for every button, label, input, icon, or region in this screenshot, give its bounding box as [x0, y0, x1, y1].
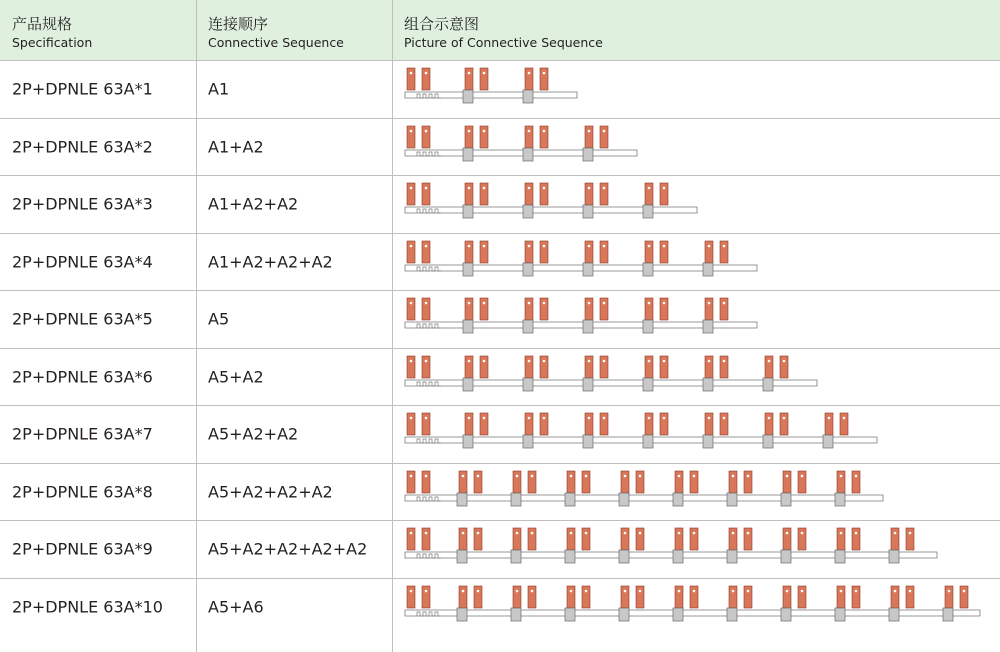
terminal-pin [729, 471, 737, 493]
terminal-pin [645, 241, 653, 263]
connection-diagram [393, 234, 1000, 291]
terminal-pin [480, 68, 488, 90]
busbar-diagram-svg [393, 291, 1000, 348]
connection-diagram [393, 464, 1000, 521]
sequence-cell: A1+A2+A2+A2 [208, 252, 333, 272]
busbar [405, 552, 937, 558]
terminal-pin [525, 68, 533, 90]
terminal-pin [852, 471, 860, 493]
terminal-pin [540, 68, 548, 90]
terminal-pin [582, 586, 590, 608]
terminal-pin [480, 183, 488, 205]
clamp-block [823, 435, 833, 448]
terminal-pin [525, 183, 533, 205]
clamp-block [523, 148, 533, 161]
terminal-pin [567, 586, 575, 608]
header-seq-zh: 连接顺序 [208, 15, 269, 33]
terminal-pin [407, 126, 415, 148]
terminal-pin [480, 241, 488, 263]
clamp-block [583, 148, 593, 161]
clamp-block [457, 493, 467, 506]
sequence-cell: A5 [208, 309, 230, 329]
busbar-diagram-svg [393, 406, 1000, 463]
busbar-diagram-svg [393, 579, 1000, 636]
header-spec-en: Specification [12, 35, 93, 50]
clamp-block [583, 435, 593, 448]
terminal-pin [422, 126, 430, 148]
terminal-pin [600, 413, 608, 435]
column-divider [196, 0, 197, 652]
terminal-pin [765, 356, 773, 378]
table-row [0, 290, 1000, 348]
lead-terminal [407, 528, 430, 550]
column-divider [392, 0, 393, 652]
terminal-pin [783, 586, 791, 608]
terminal-pin [525, 356, 533, 378]
terminal-pin [783, 528, 791, 550]
clamp-block [727, 550, 737, 563]
spec-cell: 2P+DPNLE 63A*2 [12, 137, 153, 157]
terminal-pin [705, 413, 713, 435]
terminal-pin [600, 126, 608, 148]
busbar-diagram-svg [393, 464, 1000, 521]
terminal-pin [407, 528, 415, 550]
terminal-pin [645, 183, 653, 205]
terminal-pin [891, 528, 899, 550]
terminal-pin [825, 413, 833, 435]
clamp-block [619, 493, 629, 506]
terminal-pin [540, 298, 548, 320]
table-row [0, 175, 1000, 233]
clamp-block [523, 263, 533, 276]
terminal-pin [840, 413, 848, 435]
clamp-block [643, 205, 653, 218]
clamp-block [703, 435, 713, 448]
clamp-block [583, 263, 593, 276]
terminal-pin [422, 241, 430, 263]
terminal-pin [720, 241, 728, 263]
connection-diagram [393, 349, 1000, 406]
spec-cell: 2P+DPNLE 63A*7 [12, 424, 153, 444]
terminal-pin [690, 471, 698, 493]
terminal-pin [945, 586, 953, 608]
clamp-block [523, 90, 533, 103]
clamp-block [619, 550, 629, 563]
terminal-pin [528, 586, 536, 608]
terminal-pin [780, 413, 788, 435]
terminal-pin [660, 298, 668, 320]
spec-cell: 2P+DPNLE 63A*6 [12, 367, 153, 387]
spec-cell: 2P+DPNLE 63A*10 [12, 597, 163, 617]
terminal-pin [480, 413, 488, 435]
terminal-pin [705, 241, 713, 263]
clamp-block [643, 378, 653, 391]
terminal-pin [540, 356, 548, 378]
sequence-cell: A5+A2 [208, 367, 264, 387]
terminal-pin [705, 356, 713, 378]
lead-terminal [407, 241, 430, 263]
terminal-pin [582, 471, 590, 493]
terminal-pin [459, 471, 467, 493]
clamp-block [673, 550, 683, 563]
terminal-pin [600, 356, 608, 378]
busbar-diagram-svg [393, 234, 1000, 291]
terminal-pin [621, 586, 629, 608]
terminal-pin [600, 183, 608, 205]
clamp-block [523, 320, 533, 333]
lead-terminal [407, 413, 430, 435]
terminal-pin [660, 183, 668, 205]
clamp-block [673, 608, 683, 621]
terminal-pin [660, 356, 668, 378]
terminal-pin [798, 586, 806, 608]
clamp-block [457, 550, 467, 563]
sequence-cell: A1 [208, 79, 230, 99]
terminal-pin [720, 298, 728, 320]
clamp-block [583, 205, 593, 218]
terminal-pin [465, 241, 473, 263]
terminal-pin [407, 586, 415, 608]
table-row [0, 118, 1000, 176]
terminal-pin [645, 298, 653, 320]
terminal-pin [720, 413, 728, 435]
terminal-pin [567, 471, 575, 493]
sequence-cell: A1+A2+A2 [208, 194, 299, 214]
lead-terminal [407, 586, 430, 608]
terminal-pin [407, 298, 415, 320]
terminal-pin [906, 528, 914, 550]
sequence-cell: A5+A6 [208, 597, 264, 617]
terminal-pin [675, 528, 683, 550]
table-row [0, 233, 1000, 291]
terminal-pin [422, 183, 430, 205]
terminal-pin [465, 68, 473, 90]
terminal-pin [422, 528, 430, 550]
clamp-block [565, 608, 575, 621]
clamp-block [763, 378, 773, 391]
clamp-block [463, 435, 473, 448]
busbar-diagram-svg [393, 119, 1000, 176]
clamp-block [619, 608, 629, 621]
terminal-pin [567, 528, 575, 550]
clamp-block [781, 608, 791, 621]
terminal-pin [540, 183, 548, 205]
terminal-pin [636, 471, 644, 493]
table-row [0, 578, 1000, 636]
terminal-pin [422, 298, 430, 320]
header-seq-en: Connective Sequence [208, 35, 344, 50]
busbar [405, 437, 877, 443]
terminal-pin [465, 126, 473, 148]
terminal-pin [459, 586, 467, 608]
terminal-pin [407, 183, 415, 205]
busbar [405, 150, 637, 156]
terminal-pin [474, 528, 482, 550]
header-pic-zh: 组合示意图 [404, 15, 480, 33]
terminal-pin [528, 471, 536, 493]
header-pic-en: Picture of Connective Sequence [404, 35, 603, 50]
clamp-block [583, 378, 593, 391]
terminal-pin [744, 586, 752, 608]
terminal-pin [744, 471, 752, 493]
terminal-pin [636, 528, 644, 550]
terminal-pin [765, 413, 773, 435]
terminal-pin [513, 528, 521, 550]
table-row [0, 405, 1000, 463]
terminal-pin [585, 183, 593, 205]
busbar-diagram-svg [393, 349, 1000, 406]
terminal-pin [621, 528, 629, 550]
terminal-pin [675, 586, 683, 608]
terminal-pin [422, 356, 430, 378]
clamp-block [727, 608, 737, 621]
clamp-block [511, 550, 521, 563]
terminal-pin [525, 413, 533, 435]
clamp-block [643, 263, 653, 276]
lead-terminal [407, 68, 430, 90]
terminal-pin [465, 183, 473, 205]
terminal-pin [645, 413, 653, 435]
terminal-pin [407, 241, 415, 263]
terminal-pin [407, 471, 415, 493]
terminal-pin [660, 241, 668, 263]
connection-diagram [393, 579, 1000, 636]
clamp-block [889, 550, 899, 563]
clamp-block [763, 435, 773, 448]
terminal-pin [465, 413, 473, 435]
header-seq [196, 0, 392, 60]
terminal-pin [690, 528, 698, 550]
busbar-diagram-svg [393, 176, 1000, 233]
table-row [0, 348, 1000, 406]
terminal-pin [525, 298, 533, 320]
terminal-pin [837, 528, 845, 550]
lead-terminal [407, 356, 430, 378]
spec-cell: 2P+DPNLE 63A*5 [12, 309, 153, 329]
clamp-block [643, 435, 653, 448]
terminal-pin [513, 586, 521, 608]
table-header [0, 0, 1000, 60]
terminal-pin [744, 528, 752, 550]
clamp-block [523, 378, 533, 391]
terminal-pin [480, 298, 488, 320]
terminal-pin [407, 356, 415, 378]
terminal-pin [636, 586, 644, 608]
terminal-pin [585, 356, 593, 378]
lead-terminal [407, 298, 430, 320]
terminal-pin [465, 356, 473, 378]
terminal-pin [852, 586, 860, 608]
clamp-block [835, 608, 845, 621]
clamp-block [463, 90, 473, 103]
sequence-cell: A5+A2+A2+A2+A2 [208, 539, 368, 559]
terminal-pin [645, 356, 653, 378]
lead-terminal [407, 126, 430, 148]
clamp-block [835, 550, 845, 563]
terminal-pin [783, 471, 791, 493]
terminal-pin [600, 241, 608, 263]
sequence-cell: A1+A2 [208, 137, 264, 157]
terminal-pin [528, 528, 536, 550]
terminal-pin [906, 586, 914, 608]
terminal-pin [585, 241, 593, 263]
terminal-pin [540, 126, 548, 148]
header-spec-zh: 产品规格 [12, 15, 73, 33]
terminal-pin [513, 471, 521, 493]
clamp-block [511, 608, 521, 621]
connection-diagram [393, 406, 1000, 463]
lead-terminal [407, 471, 430, 493]
clamp-block [457, 608, 467, 621]
clamp-block [673, 493, 683, 506]
terminal-pin [422, 471, 430, 493]
terminal-pin [690, 586, 698, 608]
terminal-pin [960, 586, 968, 608]
spec-cell: 2P+DPNLE 63A*3 [12, 194, 153, 214]
terminal-pin [525, 241, 533, 263]
terminal-pin [474, 586, 482, 608]
terminal-pin [675, 471, 683, 493]
table-row [0, 520, 1000, 578]
terminal-pin [582, 528, 590, 550]
clamp-block [703, 320, 713, 333]
spec-cell: 2P+DPNLE 63A*9 [12, 539, 153, 559]
terminal-pin [720, 356, 728, 378]
spec-cell: 2P+DPNLE 63A*1 [12, 79, 153, 99]
clamp-block [727, 493, 737, 506]
terminal-pin [422, 413, 430, 435]
sequence-cell: A5+A2+A2 [208, 424, 299, 444]
clamp-block [565, 550, 575, 563]
header-spec [0, 0, 196, 60]
table-row [0, 463, 1000, 521]
terminal-pin [422, 68, 430, 90]
header-pic [392, 0, 1000, 60]
terminal-pin [660, 413, 668, 435]
terminal-pin [798, 528, 806, 550]
terminal-pin [705, 298, 713, 320]
terminal-pin [852, 528, 860, 550]
busbar [405, 495, 883, 501]
terminal-pin [585, 298, 593, 320]
clamp-block [943, 608, 953, 621]
clamp-block [565, 493, 575, 506]
clamp-block [463, 148, 473, 161]
terminal-pin [459, 528, 467, 550]
terminal-pin [729, 586, 737, 608]
clamp-block [703, 263, 713, 276]
terminal-pin [837, 586, 845, 608]
terminal-pin [465, 298, 473, 320]
sequence-cell: A5+A2+A2+A2 [208, 482, 333, 502]
terminal-pin [891, 586, 899, 608]
clamp-block [583, 320, 593, 333]
busbar [405, 92, 577, 98]
clamp-block [463, 320, 473, 333]
clamp-block [463, 205, 473, 218]
clamp-block [523, 205, 533, 218]
connection-diagram [393, 291, 1000, 348]
clamp-block [889, 608, 899, 621]
busbar-diagram-svg [393, 61, 1000, 118]
terminal-pin [780, 356, 788, 378]
terminal-pin [480, 126, 488, 148]
clamp-block [835, 493, 845, 506]
clamp-block [781, 493, 791, 506]
terminal-pin [585, 413, 593, 435]
table-row [0, 60, 1000, 118]
terminal-pin [798, 471, 806, 493]
terminal-pin [540, 413, 548, 435]
clamp-block [463, 378, 473, 391]
busbar-diagram-svg [393, 521, 1000, 578]
clamp-block [781, 550, 791, 563]
clamp-block [523, 435, 533, 448]
terminal-pin [422, 586, 430, 608]
lead-terminal [407, 183, 430, 205]
terminal-pin [407, 68, 415, 90]
terminal-pin [407, 413, 415, 435]
terminal-pin [729, 528, 737, 550]
terminal-pin [480, 356, 488, 378]
terminal-pin [585, 126, 593, 148]
clamp-block [463, 263, 473, 276]
terminal-pin [621, 471, 629, 493]
connection-diagram [393, 119, 1000, 176]
terminal-pin [600, 298, 608, 320]
clamp-block [511, 493, 521, 506]
terminal-pin [837, 471, 845, 493]
connection-diagram [393, 61, 1000, 118]
connection-diagram [393, 176, 1000, 233]
terminal-pin [525, 126, 533, 148]
connection-diagram [393, 521, 1000, 578]
clamp-block [703, 378, 713, 391]
spec-cell: 2P+DPNLE 63A*4 [12, 252, 153, 272]
terminal-pin [540, 241, 548, 263]
terminal-pin [474, 471, 482, 493]
spec-cell: 2P+DPNLE 63A*8 [12, 482, 153, 502]
clamp-block [643, 320, 653, 333]
